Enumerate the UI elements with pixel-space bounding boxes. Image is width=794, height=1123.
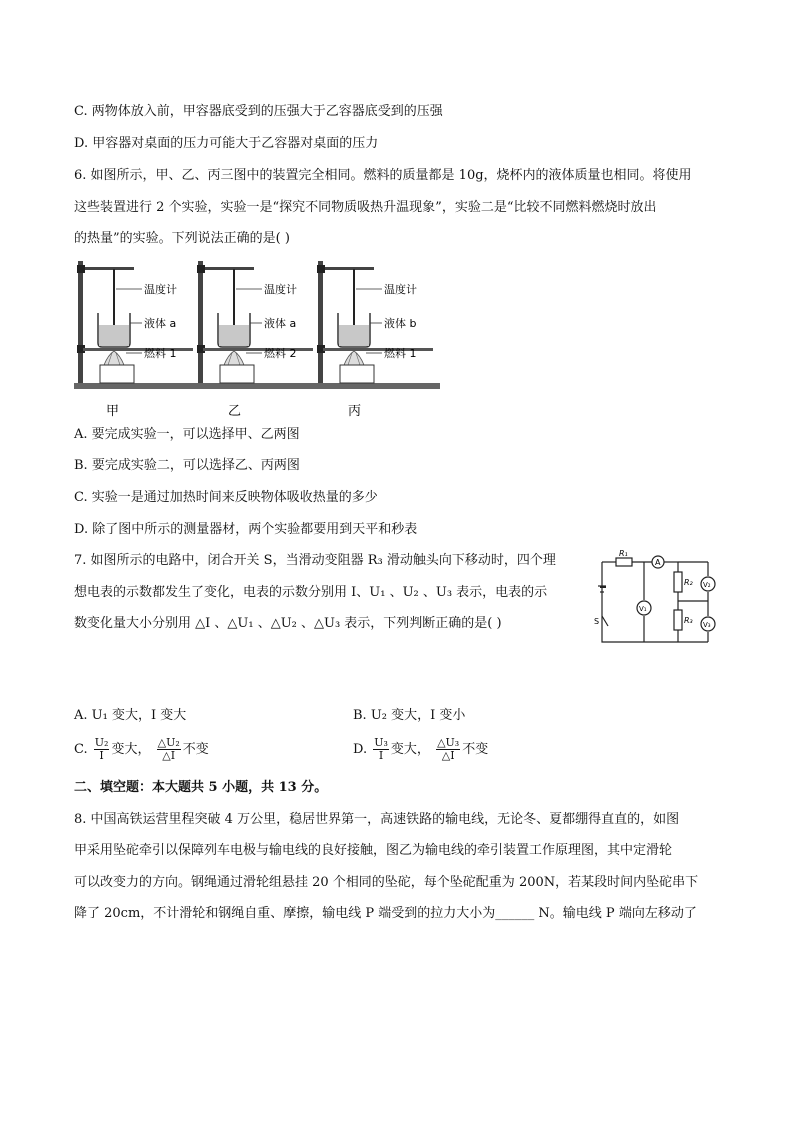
- q8-stem-line2: 甲采用坠砣牵引以保障列车电极与输电线的良好接触，图乙为输电线的牵引装置工作原理图，其中定滑轮: [74, 843, 673, 858]
- q6-stem-line2: 这些装置进行 2 个实验，实验一是“探究不同物质吸热升温现象”，实验二是“比较不同燃料燃烧时放出: [74, 200, 657, 215]
- q6-label-liquid-3: 液体 b: [384, 317, 417, 330]
- q7-option-d-f1-num: U₃: [374, 736, 388, 749]
- q7-label-r1: R₁: [619, 549, 628, 558]
- q6-option-d: D. 除了图中所示的测量器材，两个实验都要用到天平和秒表: [74, 522, 418, 537]
- q7-stem-line3: 数变化量大小分别用 △I 、△U₁ 、△U₂ 、△U₃ 表示，下列判断正确的是( ): [74, 616, 502, 631]
- q7-label-v2: V₂: [703, 581, 711, 589]
- q6-panel-bing: [314, 261, 440, 419]
- q6-stem-line1: 6. 如图所示，甲、乙、丙三图中的装置完全相同。燃料的质量都是 10g，烧杯内的液体质量也相同。将使用: [74, 168, 692, 183]
- q6-panel-jia: [74, 261, 200, 419]
- q6-panel-yi: [194, 261, 320, 419]
- section-2-heading: 二、填空题：本大题共 5 小题，共 13 分。: [74, 780, 328, 795]
- q6-label-liquid-2: 液体 a: [264, 317, 297, 330]
- q6-label-fuel-3: 燃料 1: [384, 347, 417, 360]
- q5-option-d: D. 甲容器对桌面的压力可能大于乙容器对桌面的压力: [74, 136, 379, 151]
- q6-figure: [68, 255, 448, 430]
- q7-option-c-f2-den: △I: [162, 749, 176, 762]
- q8-stem-line1: 8. 中国高铁运营里程突破 4 万公里，稳居世界第一，高速铁路的输电线，无论冬、夏都绷得直直的，如图: [74, 812, 680, 827]
- q7-option-d-mid: 变大，: [390, 742, 430, 757]
- q6-label-thermometer-1: 温度计: [144, 283, 177, 296]
- q6-option-b: B. 要完成实验二，可以选择乙、丙两图: [74, 458, 300, 473]
- q6-label-thermometer-2: 温度计: [264, 283, 297, 296]
- q7-option-c: [74, 737, 209, 762]
- q7-option-b: B. U₂ 变大，I 变小: [353, 708, 466, 723]
- q6-label-thermometer-3: 温度计: [384, 283, 417, 296]
- q7-option-a: A. U₁ 变大，I 变大: [74, 708, 187, 723]
- q7-stem-line1: 7. 如图所示的电路中，闭合开关 S，当滑动变阻器 R₃ 滑动触头向下移动时，四个理: [74, 553, 556, 568]
- q8-stem-line4: 降了 20cm，不计滑轮和钢绳自重、摩擦，输电线 P 端受到的拉力大小为______ N。输电线 P 端向左移动了: [74, 906, 697, 921]
- q6-caption-3: 丙: [348, 404, 362, 419]
- q7-option-c-f1-den: I: [99, 749, 104, 762]
- q6-option-a: A. 要完成实验一，可以选择甲、乙两图: [74, 427, 300, 442]
- q7-option-c-letter: C.: [74, 742, 88, 757]
- q6-caption-2: 乙: [228, 404, 242, 419]
- q7-label-switch: S: [594, 617, 600, 626]
- q5-option-c: C. 两物体放入前，甲容器底受到的压强大于乙容器底受到的压强: [74, 104, 443, 119]
- q7-option-d-fraction2: [436, 737, 460, 762]
- q6-caption-1: 甲: [106, 404, 120, 419]
- q7-circuit-diagram: [594, 548, 724, 648]
- q6-label-liquid-1: 液体 a: [144, 317, 177, 330]
- q7-option-d-fraction1: [373, 737, 389, 762]
- q7-option-d-letter: D.: [353, 742, 368, 757]
- q7-option-c-post: 不变: [182, 742, 209, 757]
- q7-option-c-fraction2: [157, 737, 181, 762]
- q7-option-c-f2-num: △U₂: [157, 736, 180, 749]
- q7-label-r2: R₂: [684, 578, 693, 587]
- q7-label-v3: V₃: [703, 621, 711, 629]
- q6-label-fuel-2: 燃料 2: [264, 347, 297, 360]
- q7-option-d-f1-den: I: [378, 749, 384, 762]
- q7-stem-line2: 想电表的示数都发生了变化，电表的示数分别用 I、U₁ 、U₂ 、U₃ 表示，电表的示: [74, 585, 548, 600]
- q6-label-fuel-1: 燃料 1: [144, 347, 177, 360]
- q7-label-ammeter: A: [655, 558, 661, 567]
- q7-label-r3: R₃: [684, 616, 693, 625]
- q6-stem-line3: 的热量”的实验。下列说法正确的是( ): [74, 231, 290, 246]
- q7-option-d-f2-den: △I: [441, 749, 455, 762]
- q7-option-d-post: 不变: [462, 742, 489, 757]
- q7-option-c-mid: 变大，: [111, 742, 151, 757]
- q6-option-c: C. 实验一是通过加热时间来反映物体吸收热量的多少: [74, 490, 378, 505]
- q8-stem-line3: 可以改变力的方向。钢绳通过滑轮组悬挂 20 个相同的坠砣，每个坠砣配重为 200N，若某段时间内坠砣串下: [74, 875, 699, 890]
- q7-option-d: [353, 737, 488, 762]
- q7-label-v1: V₁: [639, 605, 647, 613]
- q7-option-c-f1-num: U₂: [94, 736, 109, 749]
- q7-option-c-fraction1: [94, 737, 110, 762]
- q7-option-d-f2-num: △U₃: [437, 736, 460, 749]
